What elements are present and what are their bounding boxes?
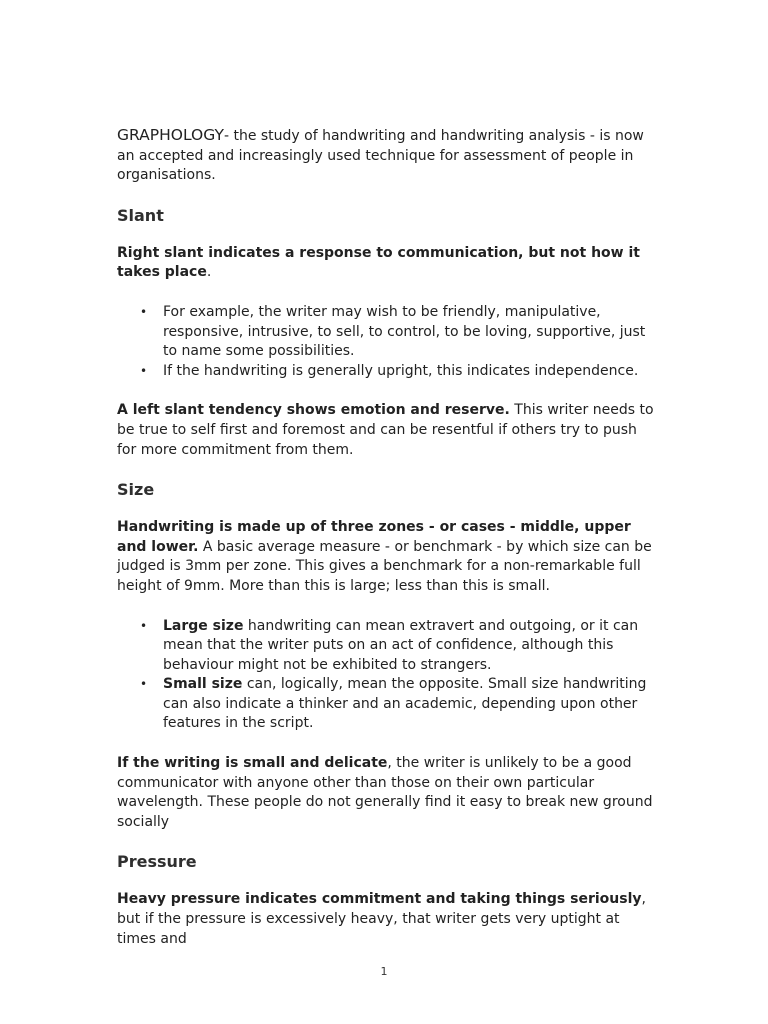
list-item [140, 362, 657, 382]
list-item-text: handwriting can mean extravert and outgoing, or it can mean that the writer puts on an act of confidence, although this behaviour might not be exhibited to strangers. [163, 617, 639, 673]
bullet-icon: • [140, 304, 148, 319]
slant-paragraph-2 [117, 401, 657, 460]
slant-bullet-list [117, 303, 657, 381]
slant-p2-bold: A left slant tendency shows emotion and reserve. [117, 402, 510, 419]
size-p2-bold: If the writing is small and delicate [117, 755, 388, 772]
list-item-text: For example, the writer may wish to be friendly, manipulative, responsive, intrusive, to sell, to control, to be loving, supportive, just to name some possibilities. [163, 303, 646, 360]
list-item [140, 303, 657, 362]
slant-p2-rest: This writer needs to be true to self first and foremost and can be resentful if others try to push for more commitment from them. [117, 402, 654, 458]
list-item-text: can, logically, mean the opposite. Small size handwriting can also indicate a thinker and an academic, depending upon other features in the script. [163, 676, 647, 732]
pressure-p1-rest: , but if the pressure is excessively heavy, that writer gets very uptight at times and [117, 891, 646, 947]
intro-paragraph [117, 126, 657, 186]
list-item-bold: Large size [163, 617, 244, 634]
pressure-paragraph-1 [117, 890, 657, 949]
intro-text: - the study of handwriting and handwriting analysis - is now an accepted and increasingly used technique for assessment of people in organisations. [117, 128, 644, 184]
slant-paragraph-1 [117, 244, 657, 283]
section-heading-pressure: Pressure [117, 852, 197, 872]
list-item [140, 675, 657, 734]
size-bullet-list [117, 617, 657, 735]
intro-term: GRAPHOLOGY [117, 126, 224, 144]
bullet-icon: • [140, 618, 148, 633]
bullet-icon: • [140, 677, 148, 692]
page-number: 1 [380, 965, 388, 978]
list-item-text: If the handwriting is generally upright, this indicates independence. [163, 362, 639, 379]
list-item [140, 617, 657, 676]
size-p1-rest: A basic average measure - or benchmark - by which size can be judged is 3mm per zone. This gives a benchmark for a non-remarkable full height of 9mm. More than this is large; less than this is small. [117, 538, 652, 594]
section-heading-slant: Slant [117, 205, 164, 225]
pressure-p1-bold: Heavy pressure indicates commitment and taking things seriously [117, 891, 642, 908]
bullet-icon: • [140, 363, 148, 378]
section-heading-size: Size [117, 480, 155, 500]
document-body [117, 126, 657, 969]
size-paragraph-2 [117, 754, 657, 832]
list-item-bold: Small size [163, 676, 243, 693]
size-p1-bold: Handwriting is made up of three zones - or cases - middle, upper and lower. [117, 519, 631, 555]
slant-p1-bold: Right slant indicates a response to communication, but not how it takes place [117, 244, 640, 281]
slant-p1-rest: . [206, 264, 212, 281]
size-p2-rest: , the writer is unlikely to be a good communicator with anyone other than those on their own particular wavelength. These people do not generally find it easy to break new ground socially [117, 755, 653, 830]
size-paragraph-1 [117, 518, 657, 596]
